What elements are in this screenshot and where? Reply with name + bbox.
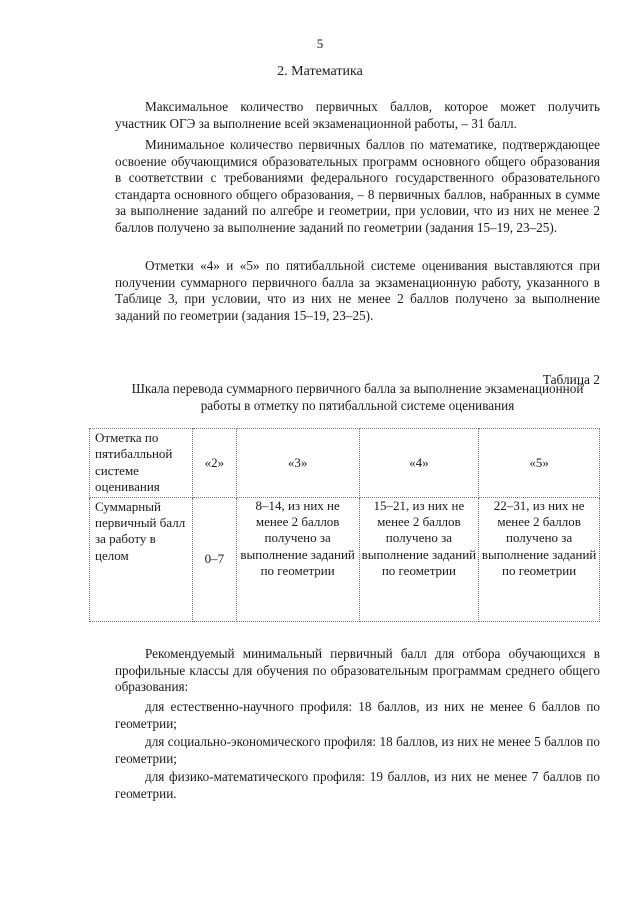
paragraph-grades-4-5	[115, 258, 600, 324]
paragraph-max-score	[115, 99, 600, 132]
recommendation-item	[115, 769, 600, 802]
recommendation-intro-text: Рекомендуемый минимальный первичный балл для отбора обучающихся в профильные классы для обучения по образовательным программам среднего общего образования:	[115, 646, 600, 695]
paragraph-min-score-text: Минимальное количество первичных баллов по математике, подтверждающее освоение обучающимися образовательных программ основного общего образования в соответствии с требованиями федерального государственного образовательного стандарта основного общего образования, – 8 первичных баллов, набранных в сумме за выполнение заданий по алгебре и геометрии, при условии, что из них не менее 2 баллов получено за выполнение заданий по геометрии (задания 15–19, 23–25).	[115, 137, 600, 235]
paragraph-grades-4-5-text: Отметки «4» и «5» по пятибалльной системе оценивания выставляются при получении суммарного первичного балла за экзаменационную работу, указанного в Таблице 3, при условии, что из них не менее 2 баллов получено за выполнение заданий по геометрии (задания 15–19, 23–25).	[115, 258, 600, 323]
recommendation-intro	[115, 646, 600, 696]
table-cell-header-label: Отметка по пятибалльной системе оценивания	[90, 429, 193, 498]
paragraph-min-score	[115, 137, 600, 237]
table-cell-grade: «2»	[192, 429, 236, 498]
recommendation-item-text: для естественно-научного профиля: 18 баллов, из них не менее 6 баллов по геометрии;	[115, 699, 600, 731]
table-row	[90, 429, 600, 498]
paragraph-max-score-text: Максимальное количество первичных баллов, которое может получить участник ОГЭ за выполнение всей экзаменационной работы, – 31 балл.	[115, 99, 600, 131]
grade-scale-table	[89, 428, 600, 622]
table-cell-score: 8–14, из них не менее 2 баллов получено за выполнение заданий по геометрии	[236, 497, 359, 621]
table-label: Таблица 2	[542, 372, 600, 387]
page-number: 5	[316, 36, 324, 51]
table-cell-score: 15–21, из них не менее 2 баллов получено за выполнение заданий по геометрии	[359, 497, 479, 621]
table-caption: Шкала перевода суммарного первичного балла за выполнение экзаменационной работы в отметку по пятибалльной системе оценивания	[131, 381, 584, 413]
section-heading: 2. Математика	[277, 64, 363, 79]
table-cell-score-label: Суммарный первичный балл за работу в целом	[90, 497, 193, 621]
recommendation-item	[115, 734, 600, 767]
table-row	[90, 497, 600, 621]
recommendation-item	[115, 699, 600, 732]
recommendation-item-text: для физико-математического профиля: 19 баллов, из них не менее 7 баллов по геометрии.	[115, 769, 600, 801]
table-cell-score: 22–31, из них не менее 2 баллов получено за выполнение заданий по геометрии	[479, 497, 600, 621]
recommendation-item-text: для социально-экономического профиля: 18 баллов, из них не менее 5 баллов по геометрии;	[115, 734, 600, 766]
table-cell-grade: «5»	[479, 429, 600, 498]
table-cell-grade: «4»	[359, 429, 479, 498]
table-cell-score: 0–7	[192, 497, 236, 621]
table-cell-grade: «3»	[236, 429, 359, 498]
